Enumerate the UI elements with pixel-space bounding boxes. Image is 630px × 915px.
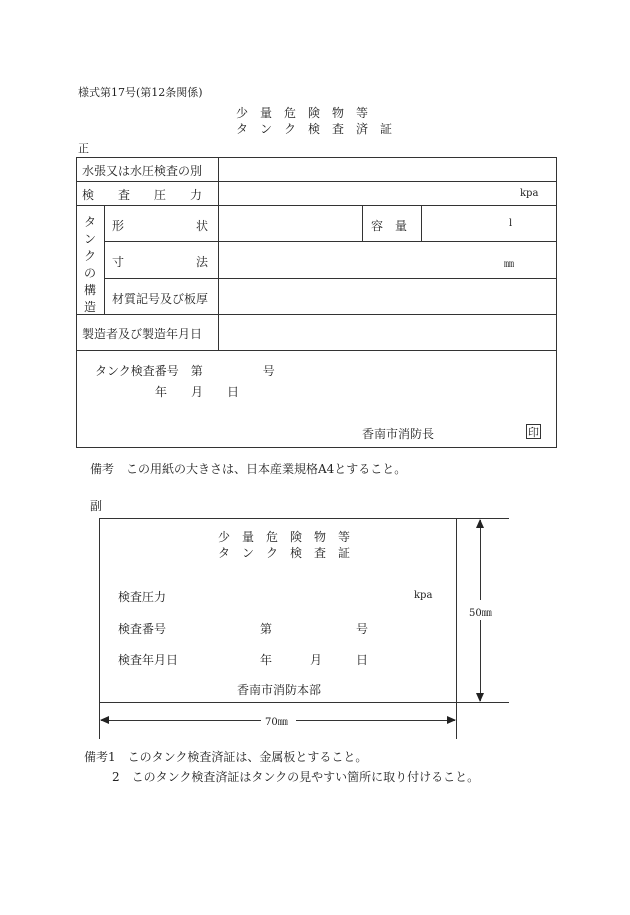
arrow-right-icon: [447, 716, 456, 724]
unit-kpa: kpa: [520, 188, 539, 199]
arrow-left-icon: [100, 716, 109, 724]
note-main: 備考 この用紙の大きさは、日本産業規格A4とすること。: [90, 462, 407, 476]
label-dimensions: 寸 法: [112, 255, 209, 269]
plate-label-inspection-date: 検査年月日: [118, 653, 179, 667]
label-shape: 形 状: [112, 219, 209, 233]
label-test-pressure: 検 査 圧 力: [82, 188, 203, 202]
plate-label-test-pressure: 検査圧力: [118, 590, 167, 604]
dimension-extension: [456, 703, 457, 739]
unit-liter: l: [509, 218, 513, 229]
height-dimension-line: [480, 620, 481, 701]
dimension-extension: [457, 702, 509, 703]
label-manufacturer: 製造者及び製造年月日: [82, 327, 203, 341]
row-divider: [104, 241, 557, 242]
label-capacity: 容 量: [371, 219, 408, 233]
height-dimension-line: [480, 520, 481, 600]
label-tank-structure: タ ン ク の 構 造: [83, 215, 96, 314]
row-divider: [76, 181, 557, 182]
plate-year: 年: [260, 653, 273, 667]
title-line-2: タ ン ク 検 査 済 証: [236, 122, 393, 136]
unit-mm: ㎜: [504, 259, 514, 270]
column-divider: [218, 157, 219, 350]
width-dimension-label: 70㎜: [265, 717, 288, 728]
plate-unit-kpa: kpa: [414, 590, 433, 601]
title-line-1: 少 量 危 険 物 等: [236, 106, 369, 120]
inspection-date: 年 月 日: [155, 385, 240, 399]
form-number: 様式第17号(第12条関係): [78, 86, 203, 99]
note-1: 備考1 このタンク検査済証は、金属板とすること。: [84, 750, 368, 764]
column-divider: [362, 205, 363, 241]
plate-issuer: 香南市消防本部: [237, 683, 322, 697]
arrow-down-icon: [476, 693, 484, 702]
original-label: 正: [78, 142, 89, 155]
column-divider: [421, 205, 422, 241]
plate-title-line-2: タ ン ク 検 査 証: [218, 546, 351, 560]
width-dimension-line: [296, 720, 455, 721]
plate-number-dai: 第: [260, 622, 273, 636]
height-dimension-label: 50㎜: [469, 608, 492, 619]
label-material: 材質記号及び板厚: [112, 292, 209, 306]
width-dimension-line: [101, 720, 261, 721]
seal-mark: 印: [528, 426, 539, 439]
plate-number-go: 号: [356, 622, 369, 636]
row-divider: [104, 278, 557, 279]
plate-day: 日: [356, 653, 369, 667]
inspection-number: タンク検査番号 第 号: [95, 364, 275, 378]
row-divider: [76, 314, 557, 315]
arrow-up-icon: [476, 519, 484, 528]
column-divider: [104, 205, 105, 314]
duplicate-label: 副: [90, 499, 103, 513]
plate-label-inspection-number: 検査番号: [118, 622, 167, 636]
plate-title-line-1: 少 量 危 険 物 等: [218, 530, 351, 544]
label-test-type: 水張又は水圧検査の別: [82, 164, 203, 178]
row-divider: [76, 205, 557, 206]
note-2: 2 このタンク検査済証はタンクの見やすい箇所に取り付けること。: [112, 770, 480, 784]
row-divider: [76, 350, 557, 351]
issuer: 香南市消防長: [362, 427, 435, 441]
plate-month: 月: [310, 653, 323, 667]
